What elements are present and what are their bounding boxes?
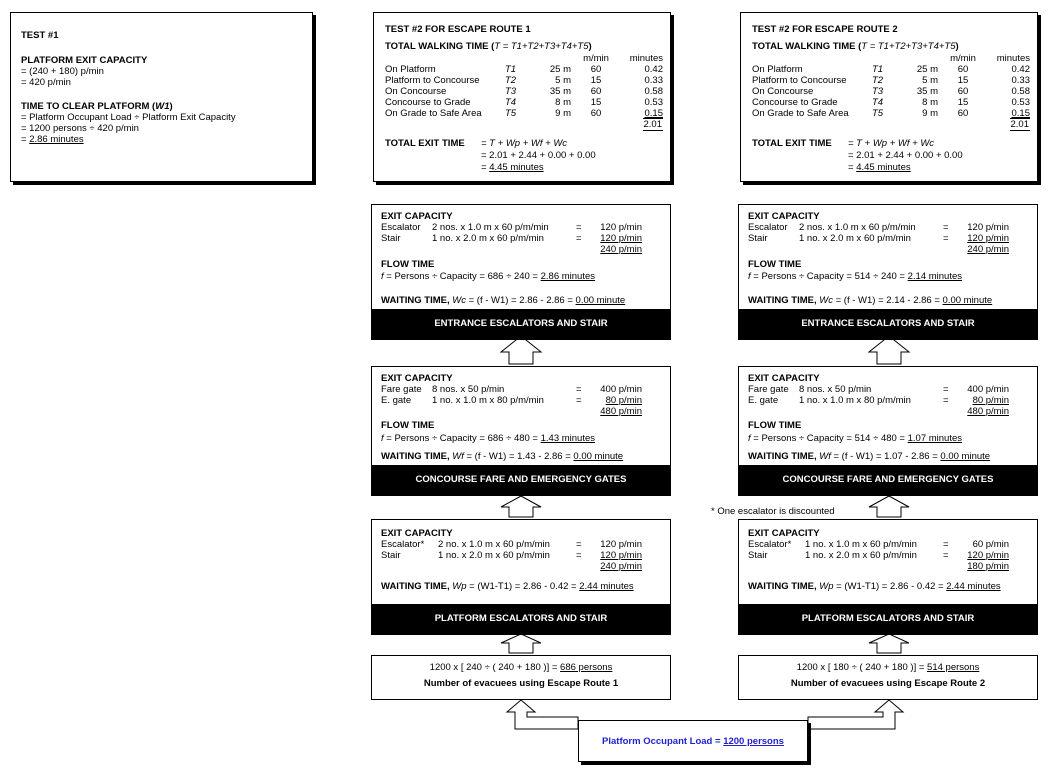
walking-time-table [752,53,1030,130]
capacity-row-value: 120 p/min [600,550,642,561]
occupant-load-box [578,720,808,762]
table-row: Concourse to Grade T4 8 m 15 0.53 [752,97,1030,108]
capacity-row-desc: 1 no. x 1.0 m x 80 p/m/min [799,395,911,406]
evacuees-label: Number of evacuees using Escape Route 2 [790,678,986,689]
table-row: On Platform T1 25 m 60 0.42 [385,64,663,75]
test2-route1-box [373,12,671,182]
stage-bar: CONCOURSE FARE AND EMERGENCY GATES [372,465,670,495]
evacuees-label: Number of evacuees using Escape Route 1 [423,678,619,689]
capacity-total: 180 p/min [967,561,1009,572]
arrow-up [869,336,909,364]
capacity-row-value: 120 p/min [967,222,1009,233]
concourse-box-route1 [371,366,671,496]
arrow-to-route-1 [507,700,578,729]
arrow-up [501,496,541,517]
exit-capacity-label: EXIT CAPACITY [748,373,820,384]
capacity-row-label: Stair [381,550,401,561]
stage-bar: PLATFORM ESCALATORS AND STAIR [739,604,1037,634]
test1-box [10,12,313,182]
capacity-row-value: 80 p/min [972,395,1009,406]
arrow-up [501,336,541,364]
capacity-total: 240 p/min [600,244,642,255]
capacity-row-eq: = [943,233,949,244]
exit-time-formula: = T + Wp + Wf + Wc [848,138,935,149]
table-header: m/min minutes [583,53,663,64]
walking-time-heading: TOTAL WALKING TIME (T = T1+T2+T3+T4+T5) [385,41,592,52]
capacity-row-eq: = [943,384,949,395]
evacuees-formula: 1200 x [ 240 ÷ ( 240 + 180 )] = 686 persons [429,662,613,673]
capacity-row-eq: = [576,539,582,550]
capacity-total: 240 p/min [967,244,1009,255]
table-total: 2.01 [643,119,662,130]
capacity-row-eq: = [943,222,949,233]
flow-time-line: f = Persons ÷ Capacity = 686 ÷ 240 = 2.86 minutes [381,271,596,282]
walking-time-heading: TOTAL WALKING TIME (T = T1+T2+T3+T4+T5) [752,41,959,52]
occupant-load-text: Platform Occupant Load = 1200 persons [602,736,784,747]
exit-capacity-label: EXIT CAPACITY [748,528,820,539]
test2-route2-box [740,12,1038,182]
waiting-time-line: WAITING TIME, Wp = (W1-T1) = 2.86 - 0.42 = 2.44 minutes [381,581,634,592]
capacity-row-desc: 2 nos. x 1.0 m x 60 p/m/min [432,222,549,233]
stage-bar: ENTRANCE ESCALATORS AND STAIR [739,309,1037,339]
exit-time-line: = 2.01 + 2.44 + 0.00 + 0.00 [481,150,596,161]
capacity-row-desc: 8 nos. x 50 p/min [799,384,872,395]
capacity-row-value: 120 p/min [600,222,642,233]
arrow-up [501,634,541,653]
table-row: On Concourse T3 35 m 60 0.58 [752,86,1030,97]
capacity-row-desc: 1 no. x 2.0 m x 60 p/m/min [438,550,550,561]
clear-time-result: = 2.86 minutes [21,134,84,145]
table-row: Platform to Concourse T2 5 m 15 0.33 [385,75,663,86]
clear-time-line: = 1200 persons ÷ 420 p/min [21,123,139,134]
capacity-row-desc: 2 no. x 1.0 m x 60 p/m/min [438,539,550,550]
flow-time-line: f = Persons ÷ Capacity = 686 ÷ 480 = 1.43 minutes [381,433,596,444]
flow-time-line: f = Persons ÷ Capacity = 514 ÷ 240 = 2.14 minutes [748,271,963,282]
table-row: On Platform T1 25 m 60 0.42 [752,64,1030,75]
capacity-row-label: Stair [381,233,401,244]
table-total: 2.01 [1010,119,1029,130]
test1-title: TEST #1 [21,30,59,41]
capacity-row-eq: = [576,233,582,244]
table-row: Platform to Concourse T2 5 m 15 0.33 [752,75,1030,86]
capacity-row-value: 120 p/min [600,233,642,244]
platform-box-route2 [738,519,1038,635]
exit-capacity-line: = (240 + 180) p/min [21,66,104,77]
waiting-time-line: WAITING TIME, Wc = (f - W1) = 2.14 - 2.86 = 0.00 minute [748,295,993,306]
table-row: On Grade to Safe Area T5 9 m 60 0.15 [385,108,663,119]
capacity-total: 480 p/min [967,406,1009,417]
evacuees-formula: 1200 x [ 180 ÷ ( 240 + 180 )] = 514 persons [796,662,980,673]
exit-time-result: = 4.45 minutes [848,162,911,173]
capacity-row-label: Escalator [381,222,421,233]
entrance-box-route1 [371,204,671,340]
walking-time-table [385,53,663,130]
capacity-row-value: 400 p/min [967,384,1009,395]
capacity-row-eq: = [943,550,949,561]
table-header: m/min minutes [950,53,1030,64]
exit-capacity-label: EXIT CAPACITY [748,211,820,222]
test2-title: TEST #2 FOR ESCAPE ROUTE 2 [752,24,898,35]
capacity-row-eq: = [576,384,582,395]
flow-time-heading: FLOW TIME [748,259,802,270]
clear-time-line: = Platform Occupant Load ÷ Platform Exit Capacity [21,112,236,123]
platform-box-route1 [371,519,671,635]
capacity-row-value: 80 p/min [605,395,642,406]
exit-capacity-line: = 420 p/min [21,77,71,88]
capacity-row-desc: 8 nos. x 50 p/min [432,384,505,395]
capacity-row-value: 120 p/min [967,550,1009,561]
arrow-up [869,634,909,653]
capacity-row-desc: 1 no. x 1.0 m x 80 p/m/min [432,395,544,406]
capacity-row-desc: 1 no. x 2.0 m x 60 p/m/min [805,550,917,561]
capacity-row-value: 120 p/min [600,539,642,550]
flow-time-heading: FLOW TIME [381,259,435,270]
table-row: On Grade to Safe Area T5 9 m 60 0.15 [752,108,1030,119]
test2-title: TEST #2 FOR ESCAPE ROUTE 1 [385,24,531,35]
capacity-total: 240 p/min [600,561,642,572]
table-row: Concourse to Grade T4 8 m 15 0.53 [385,97,663,108]
capacity-row-label: Stair [748,550,768,561]
capacity-row-desc: 1 no. x 2.0 m x 60 p/m/min [799,233,911,244]
capacity-row-label: Escalator* [381,539,425,550]
exit-capacity-label: EXIT CAPACITY [381,373,453,384]
capacity-row-desc: 2 nos. x 1.0 m x 60 p/m/min [799,222,916,233]
waiting-time-line: WAITING TIME, Wp = (W1-T1) = 2.86 - 0.42 = 2.44 minutes [748,581,1001,592]
footnote: * One escalator is discounted [711,506,835,517]
capacity-row-label: E. gate [748,395,779,406]
capacity-row-desc: 1 no. x 2.0 m x 60 p/m/min [432,233,544,244]
stage-bar: CONCOURSE FARE AND EMERGENCY GATES [739,465,1037,495]
capacity-row-value: 60 p/min [972,539,1009,550]
table-row: On Concourse T3 35 m 60 0.58 [385,86,663,97]
flow-time-heading: FLOW TIME [748,420,802,431]
arrow-up [869,496,909,517]
exit-time-result: = 4.45 minutes [481,162,544,173]
capacity-row-label: Fare gate [381,384,422,395]
waiting-time-line: WAITING TIME, Wf = (f - W1) = 1.43 - 2.86 = 0.00 minute [381,451,624,462]
evacuees-box-route1 [371,655,671,700]
stage-bar: ENTRANCE ESCALATORS AND STAIR [372,309,670,339]
capacity-row-eq: = [576,222,582,233]
entrance-box-route2 [738,204,1038,340]
waiting-time-line: WAITING TIME, Wc = (f - W1) = 2.86 - 2.86 = 0.00 minute [381,295,626,306]
stage-bar: PLATFORM ESCALATORS AND STAIR [372,604,670,634]
clear-time-heading: TIME TO CLEAR PLATFORM (W1) [21,101,173,112]
capacity-row-label: Escalator [748,222,788,233]
capacity-row-desc: 1 no. x 1.0 m x 60 p/m/min [805,539,917,550]
arrow-to-route-2 [808,700,903,729]
exit-time-heading: TOTAL EXIT TIME [752,138,832,149]
concourse-box-route2 [738,366,1038,496]
flow-time-line: f = Persons ÷ Capacity = 514 ÷ 480 = 1.07 minutes [748,433,963,444]
capacity-row-label: Stair [748,233,768,244]
capacity-row-eq: = [943,395,949,406]
waiting-time-line: WAITING TIME, Wf = (f - W1) = 1.07 - 2.86 = 0.00 minute [748,451,991,462]
exit-capacity-heading: PLATFORM EXIT CAPACITY [21,55,148,66]
flow-time-heading: FLOW TIME [381,420,435,431]
capacity-row-label: Fare gate [748,384,789,395]
exit-capacity-label: EXIT CAPACITY [381,211,453,222]
capacity-row-eq: = [576,550,582,561]
capacity-row-eq: = [943,539,949,550]
capacity-row-value: 400 p/min [600,384,642,395]
capacity-row-label: Escalator* [748,539,792,550]
capacity-row-eq: = [576,395,582,406]
capacity-row-value: 120 p/min [967,233,1009,244]
exit-capacity-label: EXIT CAPACITY [381,528,453,539]
capacity-row-label: E. gate [381,395,412,406]
exit-time-heading: TOTAL EXIT TIME [385,138,465,149]
exit-time-formula: = T + Wp + Wf + Wc [481,138,568,149]
evacuees-box-route2 [738,655,1038,700]
capacity-total: 480 p/min [600,406,642,417]
exit-time-line: = 2.01 + 2.44 + 0.00 + 0.00 [848,150,963,161]
